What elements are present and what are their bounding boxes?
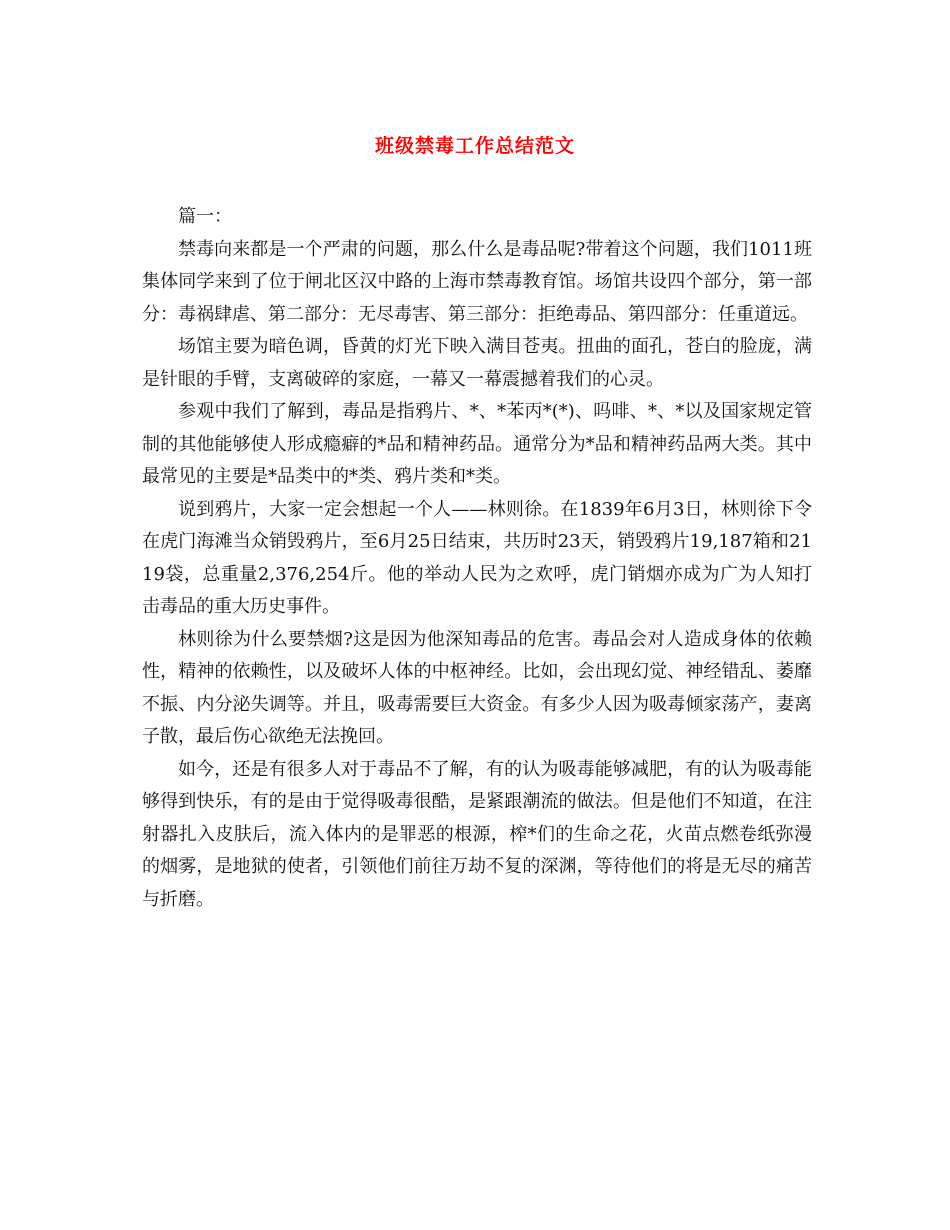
paragraph-4: 说到鸦片，大家一定会想起一个人——林则徐。在1839年6月3日，林则徐下令在虎门海滩当众销毁鸦片，至6月25日结束，共历时23天，销毁鸦片19,187箱和2119袋，总重量2,376,254斤。他的举动人民为之欢呼，虎门销烟亦成为广为人知打击毒品的重大历史事件。 [142, 498, 812, 617]
document-title: 班级禁毒工作总结范文 [374, 135, 575, 157]
paragraph-3: 参观中我们了解到，毒品是指鸦片、*、*苯丙*(*)、吗啡、*、*以及国家规定管制的其他能够使人形成瘾癖的*品和精神药品。通常分为*品和精神药品两大类。其中最常见的主要是*品类中的*类、鸦片类和*类。 [142, 401, 812, 487]
document-body [142, 201, 812, 916]
paragraph-5: 林则徐为什么要禁烟?这是因为他深知毒品的危害。毒品会对人造成身体的依赖性，精神的依赖性，以及破坏人体的中枢神经。比如，会出现幻觉、神经错乱、萎靡不振、内分泌失调等。并且，吸毒需要巨大资金。有多少人因为吸毒倾家荡产，妻离子散，最后伤心欲绝无法挽回。 [142, 628, 812, 747]
paragraph-6: 如今，还是有很多人对于毒品不了解，有的认为吸毒能够减肥，有的认为吸毒能够得到快乐，有的是由于觉得吸毒很酷，是紧跟潮流的做法。但是他们不知道，在注射器扎入皮肤后，流入体内的是罪恶的根源，榨*们的生命之花，火苗点燃卷纸弥漫的烟雾，是地狱的使者，引领他们前往万劫不复的深渊，等待他们的将是无尽的痛苦与折磨。 [142, 758, 812, 910]
paragraph-2: 场馆主要为暗色调，昏黄的灯光下映入满目苍夷。扭曲的面孔，苍白的脸庞，满是针眼的手臂，支离破碎的家庭，一幕又一幕震撼着我们的心灵。 [142, 336, 812, 390]
section-label: 篇一： [178, 206, 232, 227]
paragraph-1: 禁毒向来都是一个严肃的问题，那么什么是毒品呢?带着这个问题，我们1011班集体同学来到了位于闸北区汉中路的上海市禁毒教育馆。场馆共设四个部分，第一部分：毒祸肆虐、第二部分：无尽毒害、第三部分：拒绝毒品、第四部分：任重道远。 [142, 238, 812, 325]
